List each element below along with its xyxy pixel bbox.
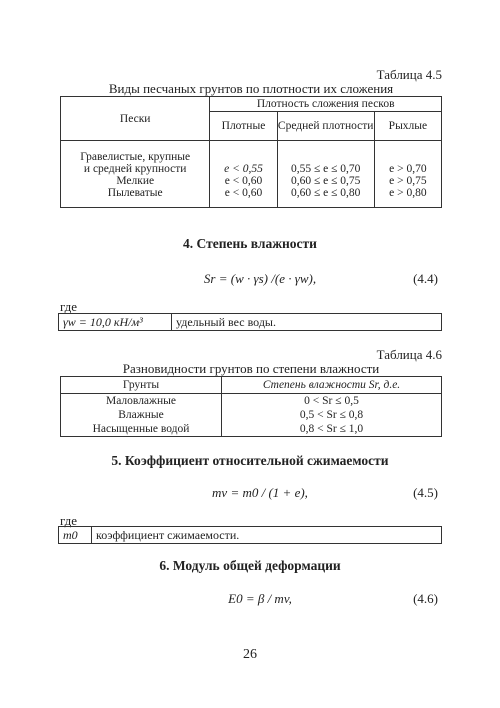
page-number: 26 (243, 647, 257, 662)
header-sands: Пески (61, 97, 210, 141)
header-moisture-degree: Степень влажности Sr, д.е. (222, 377, 442, 394)
formula: mv = m0 / (1 + e), (212, 485, 308, 500)
formula: E0 = β / mv, (228, 591, 292, 606)
table-row: Влажные 0,5 < Sr ≤ 0,8 (61, 408, 442, 422)
definition-table (58, 313, 442, 331)
section-heading: 5. Коэффициент относительной сжимаемости (111, 453, 389, 468)
where-label: где (60, 513, 78, 528)
table-row: Насыщенные водой 0,8 < Sr ≤ 1,0 (61, 422, 442, 437)
definition-text: удельный вес воды. (172, 314, 442, 331)
header-density-group: Плотность сложения песков (210, 97, 442, 112)
equation-number: (4.4) (413, 271, 438, 286)
definition-table (58, 526, 442, 544)
equation-number: (4.5) (413, 485, 438, 500)
cell-sand-name: Пылеватые (61, 187, 210, 199)
definition-symbol: m0 (59, 527, 92, 544)
section-heading: 4. Степень влажности (183, 236, 317, 251)
header-medium: Средней плотности (277, 112, 374, 141)
table-row: Маловлажные 0 < Sr ≤ 0,5 (61, 394, 442, 409)
header-dense: Плотные (210, 112, 277, 141)
header-soils: Грунты (61, 377, 222, 394)
where-label: где (60, 299, 78, 314)
equation-number: (4.6) (413, 591, 438, 606)
table-title: Разновидности грунтов по степени влажности (122, 361, 380, 376)
table-title: Виды песчаных грунтов по плотности их сложения (108, 81, 394, 96)
cell-sand-name: Гравелистые, крупные (61, 151, 210, 163)
table-row: и средней крупности e < 0,55 0,55 ≤ e ≤ 0,70 e > 0,70 (61, 163, 442, 175)
cell-sand-name: и средней крупности (61, 163, 210, 175)
table-row: Пылеватые e < 0,60 0,60 ≤ e ≤ 0,80 e > 0,80 (61, 187, 442, 199)
density-table (60, 96, 442, 208)
table-row: Мелкие e < 0,60 0,60 ≤ e ≤ 0,75 e > 0,75 (61, 175, 442, 187)
definition-text: коэффициент сжимаемости. (92, 527, 442, 544)
definition-symbol: γw = 10,0 кН/м³ (59, 314, 172, 331)
section-heading: 6. Модуль общей деформации (159, 558, 341, 573)
formula: Sr = (w · γs) /(e · γw), (203, 271, 317, 286)
table-number: Таблица 4.6 (376, 347, 442, 362)
moisture-table (60, 376, 442, 437)
table-number: Таблица 4.5 (376, 67, 442, 82)
header-loose: Рыхлые (374, 112, 441, 141)
cell-sand-name: Мелкие (61, 175, 210, 187)
table-row (61, 151, 442, 163)
